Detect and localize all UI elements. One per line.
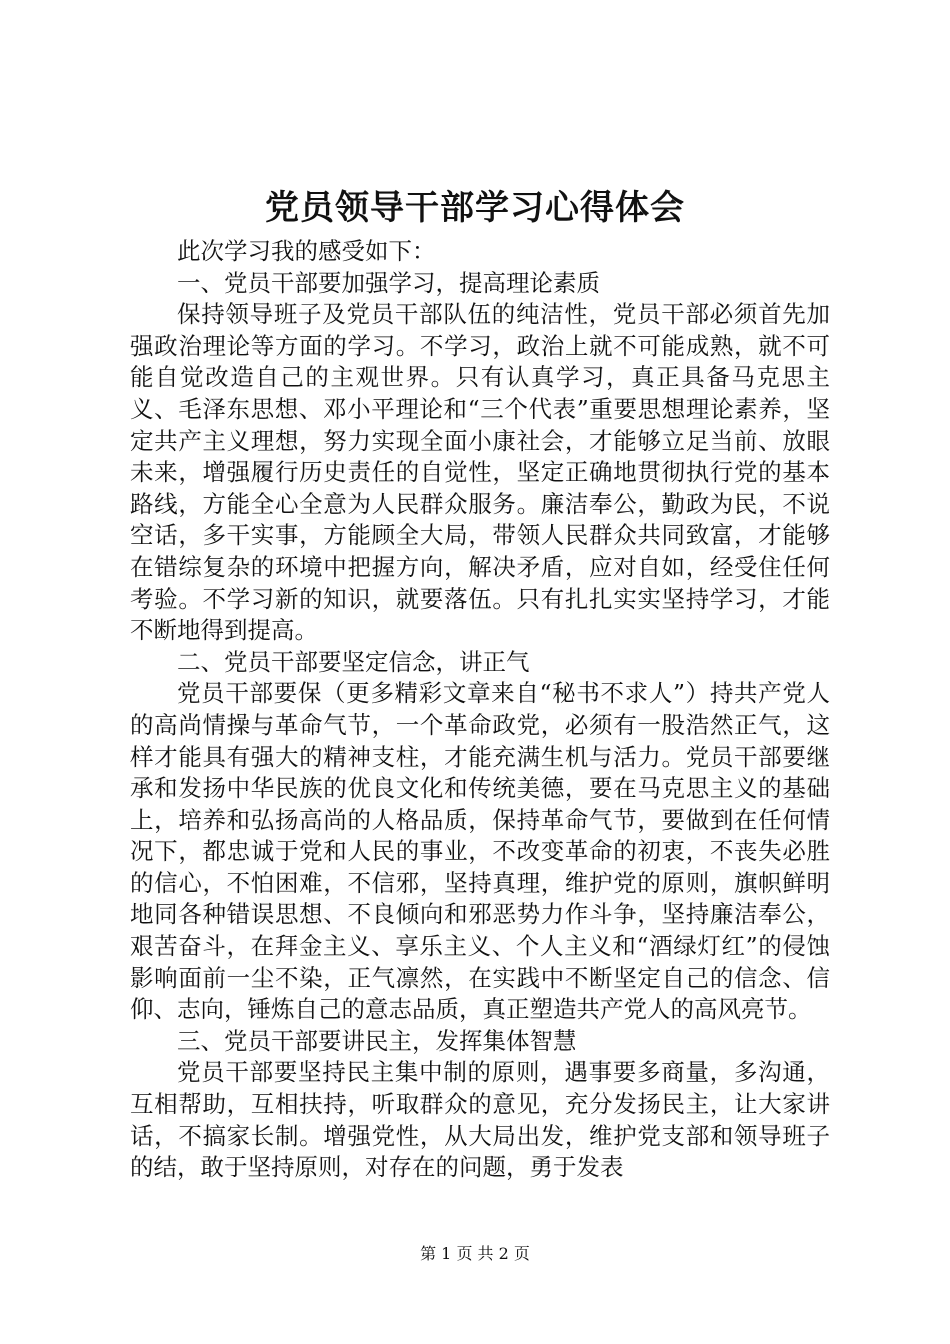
document-title: 党员领导干部学习心得体会 [265,188,685,228]
section-paragraph-2: 党员干部要保（更多精彩文章来自“秘书不求人”）持共产党人的高尚情操与革命气节，一个革命政党，必须有一股浩然正气，这样才能具有强大的精神支柱，才能充满生机与活力。党员干部要继承和发扬中华民族的优良文化和传统美德，要在马克思主义的基础上，培养和弘扬高尚的人格品质，保持革命气节，要做到在任何情况下，都忠诚于党和人民的事业，不改变革命的初衷，不丧失必胜的信心，不怕困难，不信邪，坚持真理，维护党的原则，旗帜鲜明地同各种错误思想、不良倾向和邪恶势力作斗争，坚持廉洁奉公，艰苦奋斗，在拜金主义、享乐主义、个人主义和“酒绿灯红”的侵蚀影响面前一尘不染，正气凛然，在实践中不断坚定自己的信念、信仰、志向，锤炼自己的意志品质，真正塑造共产党人的高风亮节。 [130,679,830,1024]
section-heading-2: 二、党员干部要坚定信念，讲正气 [177,647,530,676]
page-footer: 第 1 页 共 2 页 [420,1244,530,1263]
section-paragraph-3: 党员干部要坚持民主集中制的原则，遇事要多商量，多沟通，互相帮助，互相扶持，听取群众的意见，充分发扬民主，让大家讲话，不搞家长制。增强党性，从大局出发，维护党支部和领导班子的结，敢于坚持原则，对存在的问题，勇于发表 [130,1058,830,1182]
section-heading-1: 一、党员干部要加强学习，提高理论素质 [177,268,600,297]
section-heading-3: 三、党员干部要讲民主，发挥集体智慧 [177,1026,577,1055]
intro-paragraph: 此次学习我的感受如下： [177,237,436,265]
document-body [130,236,830,1184]
section-paragraph-1: 保持领导班子及党员干部队伍的纯洁性，党员干部必须首先加强政治理论等方面的学习。不学习，政治上就不可能成熟，就不可能自觉改造自己的主观世界。只有认真学习，真正具备马克思主义、毛泽东思想、邓小平理论和“三个代表”重要思想理论素养，坚定共产主义理想，努力实现全面小康社会，才能够立足当前、放眼未来，增强履行历史责任的自觉性，坚定正确地贯彻执行党的基本路线，方能全心全意为人民群众服务。廉洁奉公，勤政为民，不说空话，多干实事，方能顾全大局，带领人民群众共同致富，才能够在错综复杂的环境中把握方向，解决矛盾，应对自如，经受住任何考验。不学习新的知识，就要落伍。只有扎扎实实坚持学习，才能不断地得到提高。 [130,300,830,645]
